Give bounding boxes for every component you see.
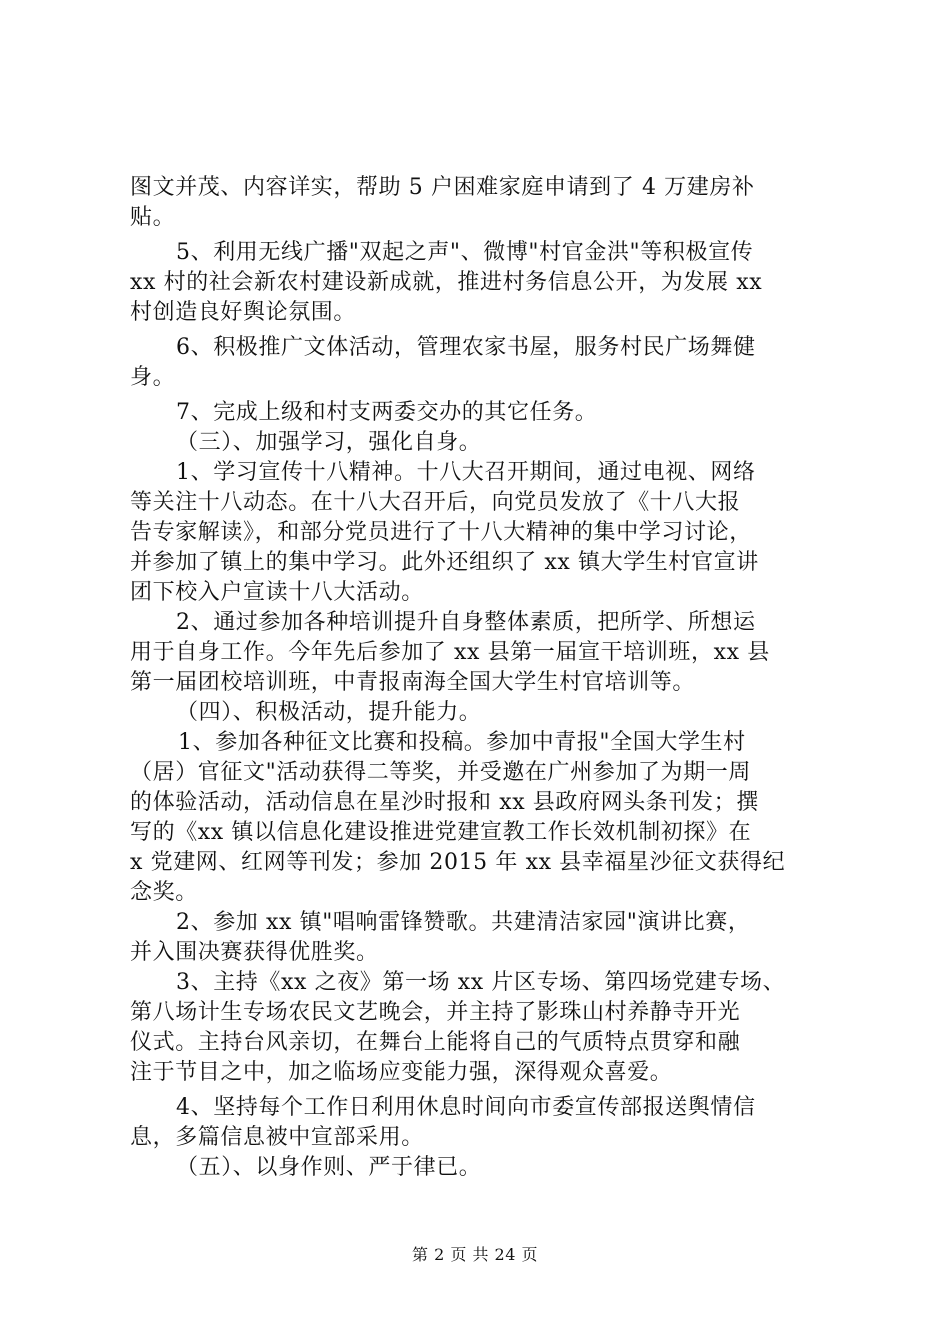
- text-line: 第八场计生专场农民文艺晚会，并主持了影珠山村养静寺开光: [130, 1000, 741, 1025]
- text-line: （居）官征文"活动获得二等奖，并受邀在广州参加了为期一周: [130, 760, 751, 785]
- text-line: 身。: [130, 365, 176, 390]
- text-line: 第一届团校培训班，中青报南海全国大学生村官培训等。: [130, 670, 696, 695]
- text-line: 写的《xx 镇以信息化建设推进党建宣教工作长效机制初探》在: [130, 820, 752, 845]
- text-line: 6、积极推广文体活动，管理农家书屋，服务村民广场舞健: [176, 335, 756, 360]
- text-line: 等关注十八动态。在十八大召开后，向党员发放了《十八大报: [130, 490, 741, 515]
- section-heading: （五）、以身作则、严于律已。: [176, 1155, 482, 1180]
- section-heading: （三）、加强学习，强化自身。: [176, 430, 482, 455]
- section-heading: （四）、积极活动，提升能力。: [176, 700, 482, 725]
- text-line: 3、主持《xx 之夜》第一场 xx 片区专场、第四场党建专场、: [176, 970, 786, 995]
- text-line: 的体验活动，活动信息在星沙时报和 xx 县政府网头条刊发；撰: [130, 790, 759, 815]
- text-line: 用于自身工作。今年先后参加了 xx 县第一届宣干培训班，xx 县: [130, 640, 770, 665]
- text-line: 息，多篇信息被中宣部采用。: [130, 1125, 424, 1150]
- text-line: 图文并茂、内容详实，帮助 5 户困难家庭申请到了 4 万建房补: [130, 175, 755, 200]
- text-line: 注于节目之中，加之临场应变能力强，深得观众喜爱。: [130, 1060, 673, 1085]
- text-line: 4、坚持每个工作日利用休息时间向市委宣传部报送舆情信: [176, 1095, 756, 1120]
- text-line: 贴。: [130, 205, 176, 230]
- text-line: 并入围决赛获得优胜奖。: [130, 940, 379, 965]
- text-line: 1、参加各种征文比赛和投稿。参加中青报"全国大学生村: [178, 730, 746, 755]
- text-line: x 党建网、红网等刊发；参加 2015 年 xx 县幸福星沙征文获得纪: [130, 850, 786, 875]
- text-line: 2、通过参加各种培训提升自身整体素质，把所学、所想运: [176, 610, 756, 635]
- text-line: 7、完成上级和村支两委交办的其它任务。: [176, 400, 598, 425]
- text-line: 团下校入户宣读十八大活动。: [130, 580, 424, 605]
- text-line: 5、利用无线广播"双起之声"、微博"村官金洪"等积极宣传: [176, 240, 754, 265]
- text-line: 念奖。: [130, 880, 198, 905]
- text-line: xx 村的社会新农村建设新成就，推进村务信息公开，为发展 xx: [130, 270, 763, 295]
- text-line: 2、参加 xx 镇"唱响雷锋赞歌。共建清洁家园"演讲比赛，: [176, 910, 751, 935]
- text-line: 告专家解读》，和部分党员进行了十八大精神的集中学习讨论，: [130, 520, 752, 545]
- text-line: 村创造良好舆论氛围。: [130, 300, 357, 325]
- text-line: 1、学习宣传十八精神。十八大召开期间，通过电视、网络: [176, 460, 756, 485]
- text-line: 仪式。主持台风亲切，在舞台上能将自己的气质特点贯穿和融: [130, 1030, 741, 1055]
- page-number-footer: 第 2 页 共 24 页: [412, 1245, 538, 1264]
- text-line: 并参加了镇上的集中学习。此外还组织了 xx 镇大学生村官宣讲: [130, 550, 759, 575]
